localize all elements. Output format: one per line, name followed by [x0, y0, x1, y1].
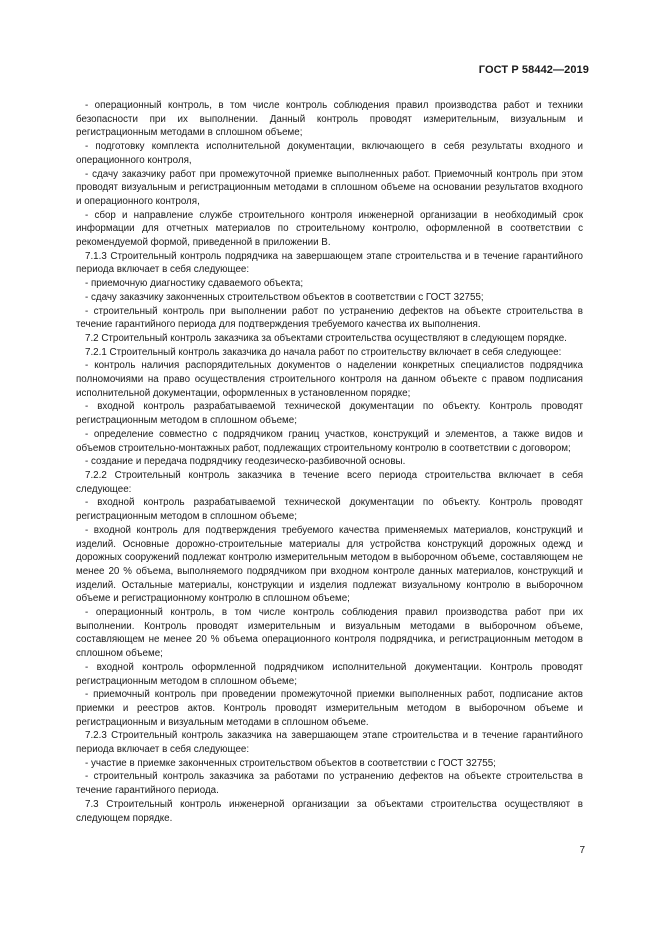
- body-paragraph: - входной контроль оформленной подрядчиком исполнительной документации. Контроль проводят регистрационным методом в сплошном объеме;: [76, 661, 583, 687]
- section-paragraph-7-2-3: 7.2.3 Строительный контроль заказчика на завершающем этапе строительства и в течение гарантийного периода включает в себя следующее:: [76, 730, 583, 756]
- body-paragraph: - создание и передача подрядчику геодезическо-разбивочной основы.: [85, 456, 406, 468]
- document-header-standard-id: ГОСТ Р 58442—2019: [478, 64, 589, 76]
- body-paragraph: - сдачу заказчику работ при промежуточной приемке выполненных работ. Приемочный контроль при этом проводят визуальным и регистрационным методами в сплошном объеме на основании результатов входного и операционного контроля,: [76, 168, 583, 207]
- body-paragraph: - сдачу заказчику законченных строительством объектов в соответствии с ГОСТ 32755;: [85, 291, 484, 303]
- section-paragraph-7-2: 7.2 Строительный контроль заказчика за объектами строительства осуществляют в следующем порядке.: [85, 332, 567, 344]
- body-paragraph: - приемочный контроль при проведении промежуточной приемки выполненных работ, подписание актов приемки и реестров актов. Контроль проводят измерительным методом в выборочном объеме и регистрационным и визуальным методами в сплошном объеме.: [76, 689, 583, 728]
- section-paragraph-7-2-2: 7.2.2 Строительный контроль заказчика в течение всего периода строительства включает в себя следующее:: [76, 469, 583, 495]
- body-paragraph: - подготовку комплекта исполнительной документации, включающего в себя результаты входного и операционного контроля,: [76, 141, 583, 166]
- document-body: [76, 99, 583, 825]
- section-paragraph-7-1-3: 7.1.3 Строительный контроль подрядчика на завершающем этапе строительства и в течение гарантийного периода включает в себя следующее:: [76, 250, 583, 276]
- body-paragraph: - операционный контроль, в том числе контроль соблюдения правил производства работ при их выполнении. Контроль проводят измерительным и визуальным методами в выборочном объеме, составляющем не менее 20 % объема операционного контроля подрядчика, и регистрационным методом в сплошном объеме;: [76, 607, 583, 660]
- body-paragraph: - операционный контроль, в том числе контроль соблюдения правил производства работ и техники безопасности при их выполнении. Данный контроль проводят измерительным, визуальным и регистрационным методами в сплошном объеме;: [76, 100, 583, 139]
- body-paragraph: - участие в приемке законченных строительством объектов в соответствии с ГОСТ 32755;: [85, 757, 496, 769]
- body-paragraph: - строительный контроль при выполнении работ по устранению дефектов на объекте строительства в течение гарантийного периода для подтверждения требуемого качества их выполнения.: [76, 305, 583, 331]
- section-paragraph-7-2-1: 7.2.1 Строительный контроль заказчика до начала работ по строительству включает в себя следующее:: [85, 346, 562, 358]
- body-paragraph: - входной контроль для подтверждения требуемого качества применяемых материалов, конструкций и изделий. Основные дорожно-строительные материалы для устройства конструкций дорожных одежд и дорожных сооружений подлежат контролю измерительным методом в выборочном объеме, составляющем не менее 20 % объема, выполняемого подрядчиком при входном контроле данных материалов, конструкций и изделий. Остальные материалы, конструкции и изделия подлежат визуальному контролю в выборочном объеме и регистрационному контролю в сплошном объеме;: [76, 524, 583, 605]
- body-paragraph: - входной контроль разрабатываемой технической документации по объекту. Контроль проводят регистрационным методом в сплошном объеме;: [76, 401, 583, 427]
- body-paragraph: - входной контроль разрабатываемой технической документации по объекту. Контроль проводят регистрационным методом в сплошном объеме;: [76, 497, 583, 523]
- body-paragraph: - строительный контроль заказчика за работами по устранению дефектов на объекте строительства в течение гарантийного периода.: [76, 771, 583, 797]
- body-paragraph: - контроль наличия распорядительных документов о наделении конкретных специалистов подрядчика полномочиями на право осуществления строительного контроля на данном объекте с правом подписания исполнительной документации, оформленных в установленном порядке;: [76, 360, 583, 399]
- body-paragraph: - определение совместно с подрядчиком границ участков, конструкций и элементов, а также видов и объемов строительно-монтажных работ, подлежащих строительному контролю в соответствии с договором;: [76, 428, 583, 454]
- section-paragraph-7-3: 7.3 Строительный контроль инженерной организации за объектами строительства осуществляют в следующем порядке.: [76, 798, 583, 824]
- body-paragraph: - приемочную диагностику сдаваемого объекта;: [85, 278, 304, 290]
- body-paragraph: - сбор и направление службе строительного контроля инженерной организации в необходимый срок информации для отчетных материалов по строительному контролю, оформленной в соответствии с рекомендуемой формой, приведенной в приложении В.: [76, 209, 583, 249]
- page-number: 7: [579, 845, 585, 856]
